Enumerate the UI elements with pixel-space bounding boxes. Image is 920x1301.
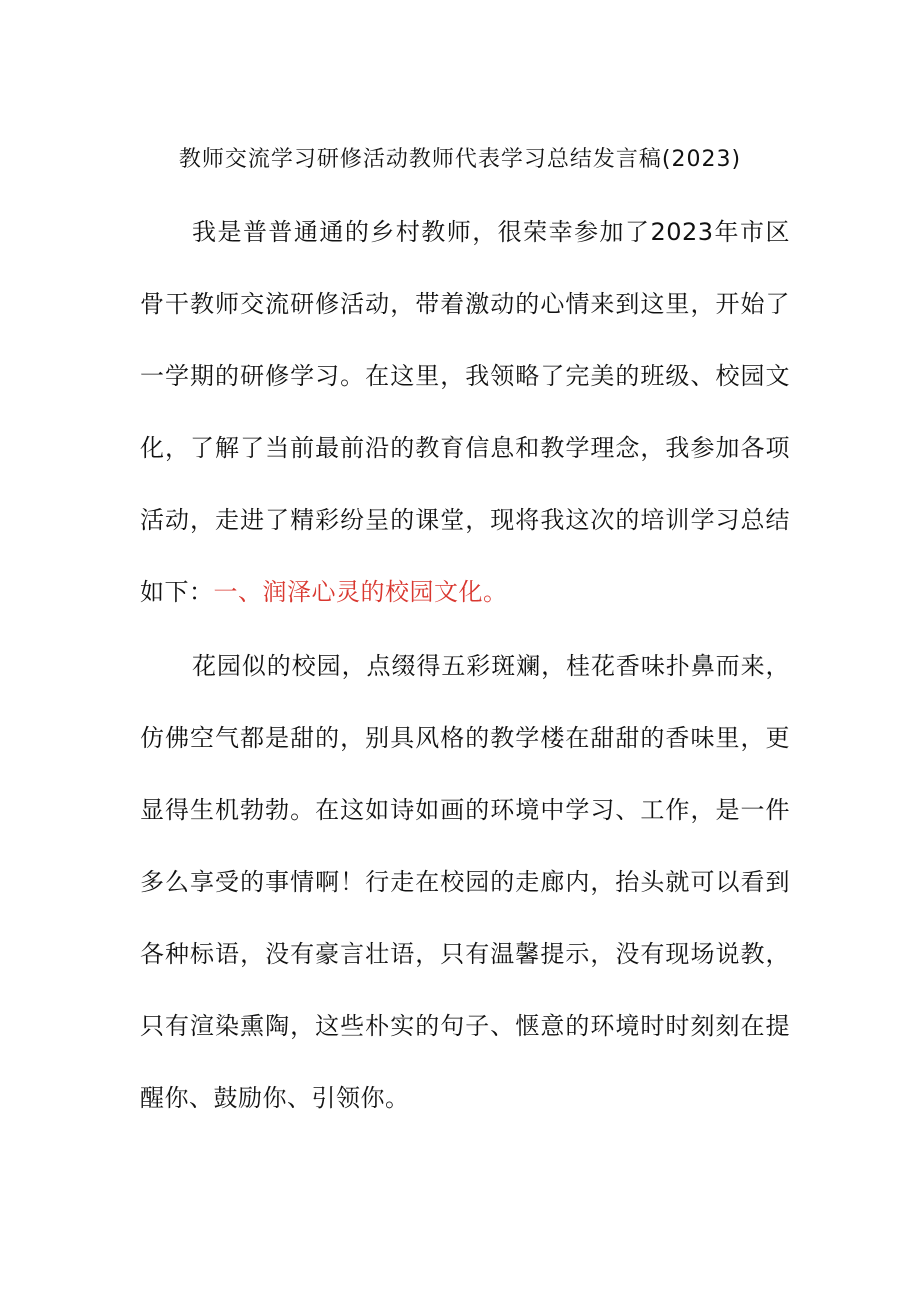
paragraph-line: 仿佛空气都是甜的，别具风格的教学楼在甜甜的香味里，更 [140, 724, 790, 752]
section-heading: 一、润泽心灵的校园文化。 [213, 578, 508, 606]
paragraph-campus [140, 630, 790, 1134]
paragraph-line: 化，了解了当前最前沿的教育信息和教学理念，我参加各项 [140, 434, 790, 462]
paragraph-line: 醒你、鼓励你、引领你。 [140, 1084, 410, 1112]
paragraph-line: 活动，走进了精彩纷呈的课堂，现将我这次的培训学习总结 [140, 506, 790, 534]
line-prefix: 如下： [140, 578, 214, 606]
paragraph-line: 各种标语，没有豪言壮语，只有温馨提示，没有现场说教， [140, 940, 790, 968]
paragraph-line: 多么享受的事情啊！行走在校园的走廊内，抬头就可以看到 [140, 868, 790, 896]
paragraph-line: 显得生机勃勃。在这如诗如画的环境中学习、工作，是一件 [140, 796, 790, 824]
paragraph-line [140, 556, 790, 628]
paragraph-line: 只有渲染熏陶，这些朴实的句子、惬意的环境时时刻刻在提 [140, 1012, 790, 1040]
document-title: 教师交流学习研修活动教师代表学习总结发言稿(2023) [178, 147, 742, 172]
paragraph-line: 我是普普通通的乡村教师，很荣幸参加了2023年市区 [192, 218, 790, 246]
paragraph-line: 花园似的校园，点缀得五彩斑斓，桂花香味扑鼻而来， [192, 652, 790, 680]
paragraph-line: 一学期的研修学习。在这里，我领略了完美的班级、校园文 [140, 362, 790, 390]
paragraph-line: 骨干教师交流研修活动，带着激动的心情来到这里，开始了 [140, 290, 790, 318]
paragraph-intro [140, 196, 790, 628]
